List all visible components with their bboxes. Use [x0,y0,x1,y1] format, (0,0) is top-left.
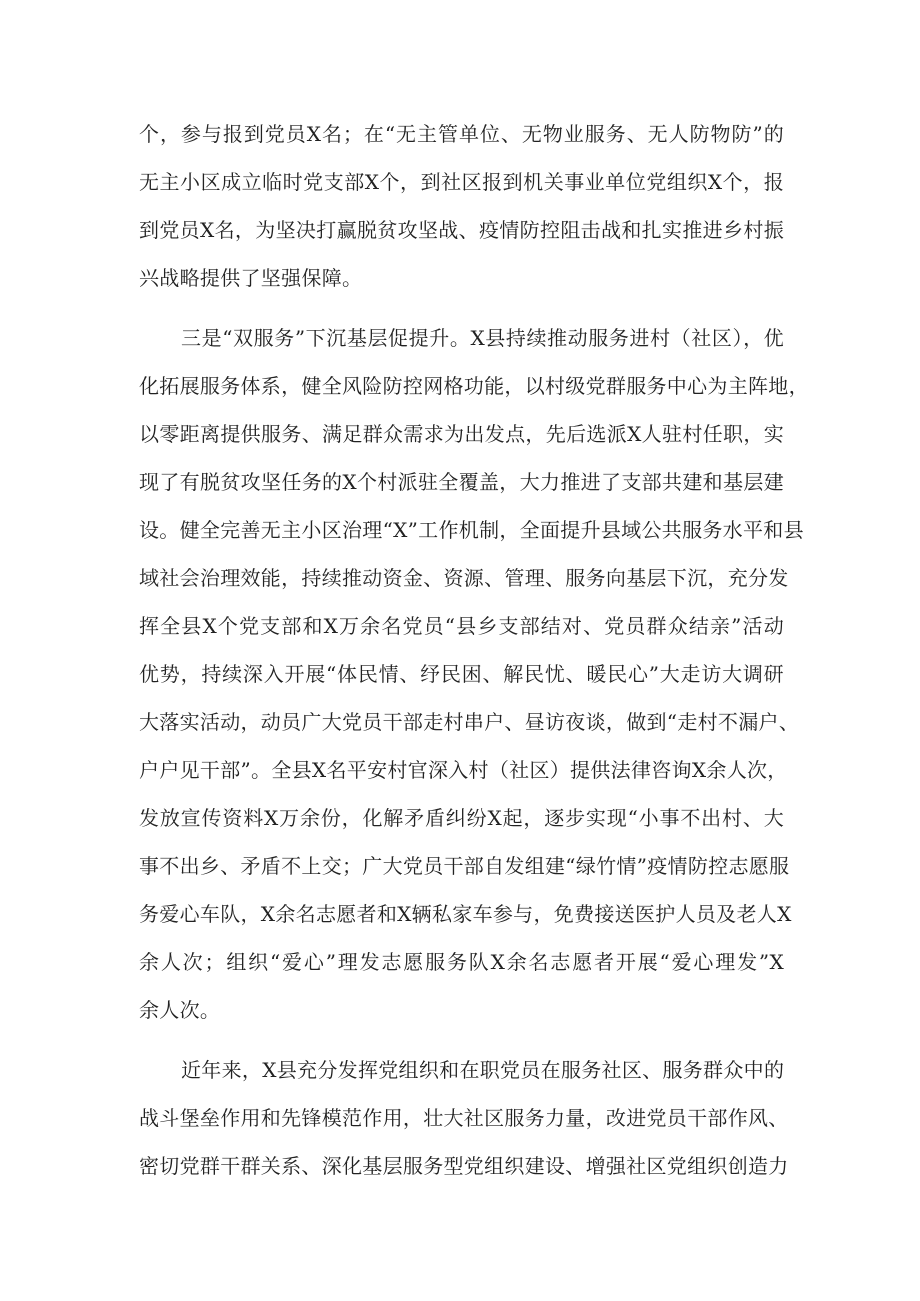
text-line: 设。健全完善无主小区治理“X”工作机制，全面提升县域公共服务水平和县 [139,518,804,542]
text-line: 无主小区成立临时党支部X个，到社区报到机关事业单位党组织X个，报 [139,170,784,194]
text-line: 务爱心车队，X余名志愿者和X辆私家车参与，免费接送医护人员及老人X [139,902,792,926]
text-line: 三是“双服务”下沉基层促提升。X县持续推动服务进村（社区），优 [181,326,784,350]
text-line: 到党员X名，为坚决打赢脱贫攻坚战、疫情防控阻击战和扎实推进乡村振 [139,218,784,242]
paragraph-1 [139,110,784,302]
text-line: 战斗堡垒作用和先锋模范作用，壮大社区服务力量，改进党员干部作风、 [139,1106,789,1130]
text-line: 密切党群干群关系、深化基层服务型党组织建设、增强社区党组织创造力 [139,1154,789,1178]
text-line: 户户见干部”。全县X名平安村官深入村（社区）提供法律咨询X余人次， [139,758,788,782]
text-line: 事不出乡、矛盾不上交；广大党员干部自发组建“绿竹情”疫情防控志愿服 [139,854,790,878]
document-body [139,110,809,1202]
text-line: 化拓展服务体系，健全风险防控网格功能，以村级党群服务中心为主阵地， [139,374,809,398]
paragraph-3 [139,1046,789,1190]
text-line: 大落实活动，动员广大党员干部走村串户、昼访夜谈，做到“走村不漏户、 [139,710,800,734]
text-line: 个，参与报到党员X名；在“无主管单位、无物业服务、无人防物防”的 [139,122,784,146]
text-line: 优势，持续深入开展“体民情、纾民困、解民忧、暖民心”大走访大调研 [139,662,784,686]
paragraph-2 [139,314,809,1034]
text-line: 余人次。 [139,998,221,1022]
text-line: 发放宣传资料X万余份，化解矛盾纠纷X起，逐步实现“小事不出村、大 [139,806,784,830]
text-line: 域社会治理效能，持续推动资金、资源、管理、服务向基层下沉，充分发 [139,566,789,590]
text-line: 近年来，X县充分发挥党组织和在职党员在服务社区、服务群众中的 [181,1058,785,1082]
text-line: 余人次；组织“爱心”理发志愿服务队X余名志愿者开展“爱心理发”X [139,950,784,974]
text-line: 挥全县X个党支部和X万余名党员“县乡支部结对、党员群众结亲”活动 [139,614,784,638]
text-line: 兴战略提供了坚强保障。 [139,266,363,290]
text-line: 以零距离提供服务、满足群众需求为出发点，先后选派X人驻村任职，实 [139,422,784,446]
text-line: 现了有脱贫攻坚任务的X个村派驻全覆盖，大力推进了支部共建和基层建 [139,470,784,494]
